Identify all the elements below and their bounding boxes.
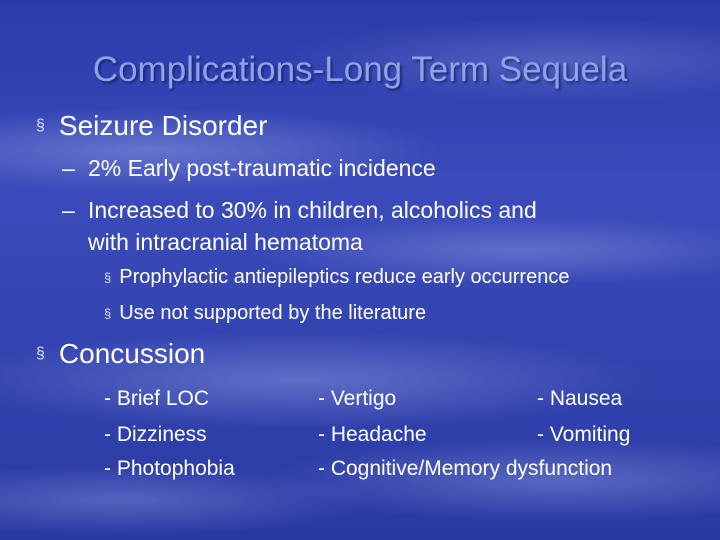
subbullet-increased (62, 194, 662, 258)
square-bullet-icon: § (104, 270, 112, 285)
square-bullet-icon: § (36, 345, 45, 362)
symptom-nausea: - Nausea (537, 387, 623, 410)
subsubbullet-prophylactic (104, 266, 569, 289)
bullet-label: Concussion (58, 338, 206, 369)
square-bullet-icon: § (36, 117, 45, 134)
subsubbullet-text: Use not supported by the literature (119, 302, 427, 324)
bullet-concussion (36, 338, 205, 370)
symptom-brief-loc: - Brief LOC (104, 387, 210, 410)
dash-marker: – (62, 197, 75, 223)
symptom-photophobia: - Photophobia (104, 457, 235, 480)
subsubbullet-text: Prophylactic antiepileptics reduce early occurrence (119, 266, 570, 288)
symptom-cognitive-memory: - Cognitive/Memory dysfunction (318, 457, 613, 480)
square-bullet-icon: § (104, 306, 112, 321)
subbullet-text-line1: Increased to 30% in children, alcoholics and (88, 197, 537, 223)
bullet-label: Seizure Disorder (58, 110, 268, 141)
symptom-vomiting: - Vomiting (537, 423, 631, 446)
subsubbullet-literature (104, 302, 426, 325)
slide-title: Complications-Long Term Sequela (92, 50, 628, 89)
symptom-dizziness: - Dizziness (104, 423, 207, 446)
symptom-vertigo: - Vertigo (318, 387, 397, 410)
subbullet-early-incidence (62, 152, 662, 184)
dash-marker: – (62, 155, 75, 181)
symptom-headache: - Headache (318, 423, 427, 446)
bullet-seizure-disorder (36, 110, 267, 142)
subbullet-text: 2% Early post-traumatic incidence (88, 155, 436, 181)
subbullet-text-line2: with intracranial hematoma (88, 229, 363, 255)
